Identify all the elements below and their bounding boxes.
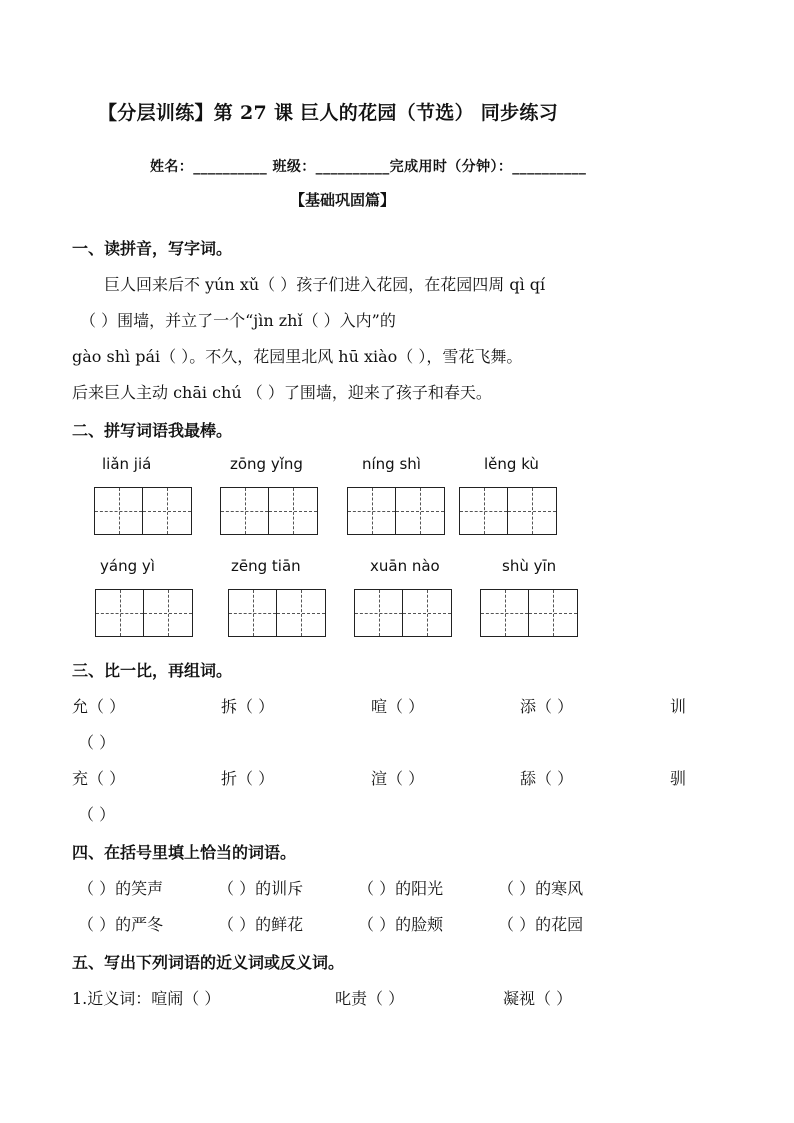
pinyin-label: liǎn jiá [102,455,152,473]
writing-grid[interactable] [459,487,557,535]
writing-grid[interactable] [94,487,192,535]
s1-line-1: 巨人回来后不 yún xǔ（ ）孩子们进入花园，在花园四周 qì qí [104,275,546,294]
s4-item: （ ）的花园 [498,915,584,934]
s4-item: （ ）的寒风 [498,879,584,898]
writing-grid[interactable] [480,589,578,637]
writing-grid[interactable] [220,487,318,535]
section-1-title: 一、读拼音，写字词。 [72,239,233,258]
writing-grid[interactable] [228,589,326,637]
s3-item: （ ） [78,805,116,824]
s4-item: （ ）的训斥 [218,879,304,898]
s3-item: （ ） [78,733,116,752]
s3-item: 喧（ ） [371,697,425,716]
writing-grid[interactable] [347,487,445,535]
s4-item: （ ）的笑声 [78,879,164,898]
s4-item: （ ）的严冬 [78,915,164,934]
pinyin-label: níng shì [362,455,421,473]
s3-item: 舔（ ） [520,769,574,788]
section-3-title: 三、比一比，再组词。 [72,661,233,680]
s4-item: （ ）的鲜花 [218,915,304,934]
section-4-title: 四、在括号里填上恰当的词语。 [72,843,297,862]
s4-item: （ ）的脸颊 [358,915,444,934]
s3-item: 训 [670,697,687,716]
s4-item: （ ）的阳光 [358,879,444,898]
s3-item: 添（ ） [520,697,574,716]
page-title: 【分层训练】第 27 课 巨人的花园（节选） 同步练习 [98,102,559,124]
section-group-heading: 【基础巩固篇】 [290,191,396,209]
s5-item: 1.近义词：喧闹（ ） [72,989,221,1008]
s3-item: 拆（ ） [221,697,275,716]
s5-item: 凝视（ ） [503,989,573,1008]
s3-item: 驯 [670,769,687,788]
s3-item: 渲（ ） [371,769,425,788]
student-info-line: 姓名：__________ 班级：__________完成用时（分钟）：__________ [150,159,587,175]
pinyin-label: zēng tiān [231,557,301,575]
s5-item: 叱责（ ） [335,989,405,1008]
s3-item: 充（ ） [72,769,126,788]
s3-item: 折（ ） [221,769,275,788]
s1-line-3: gào shì pái（ ）。不久，花园里北风 hū xiào（ ），雪花飞舞。 [72,347,523,366]
section-2-title: 二、拼写词语我最棒。 [72,421,233,440]
s1-line-4: 后来巨人主动 chāi chú （ ）了围墙，迎来了孩子和春天。 [72,383,492,402]
pinyin-label: yáng yì [100,557,155,575]
pinyin-label: shù yīn [502,557,557,575]
s1-line-2: （ ）围墙，并立了一个“jìn zhǐ（ ）入内”的 [80,311,396,330]
s3-item: 允（ ） [72,697,126,716]
writing-grid[interactable] [95,589,193,637]
writing-grid[interactable] [354,589,452,637]
pinyin-label: lěng kù [484,455,539,473]
pinyin-label: zōng yǐng [230,455,303,473]
pinyin-label: xuān nào [370,557,440,575]
section-5-title: 五、写出下列词语的近义词或反义词。 [72,953,345,972]
